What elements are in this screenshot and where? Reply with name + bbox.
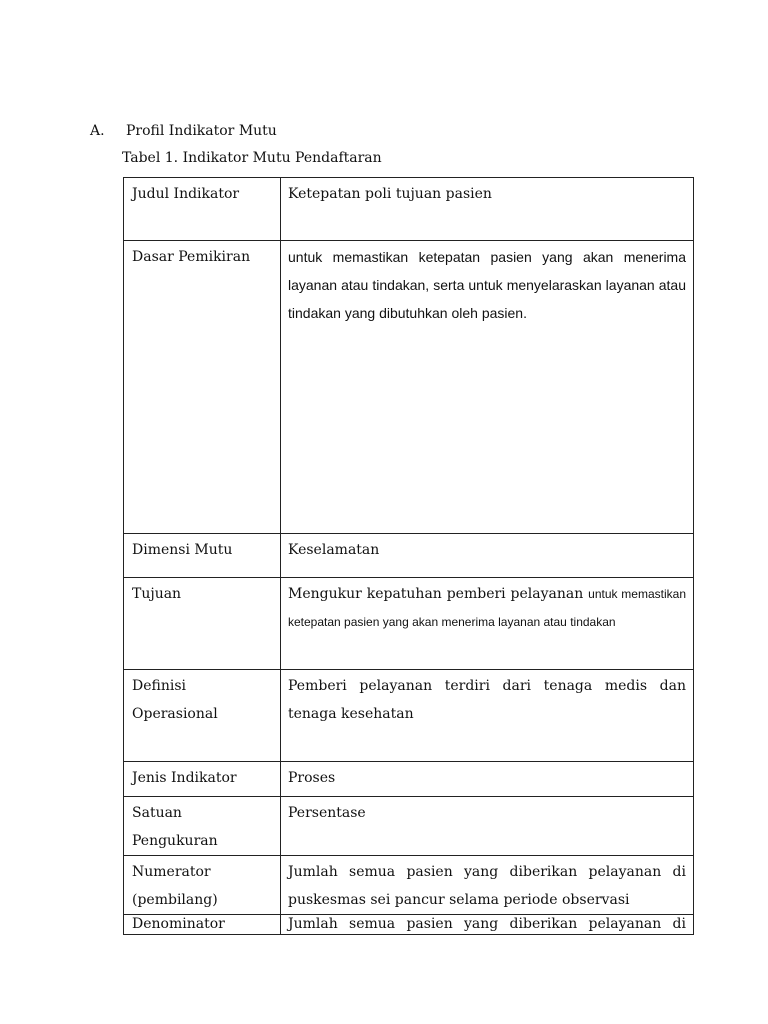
label-line: Pengukuran	[132, 833, 218, 849]
label-line: Operasional	[132, 706, 218, 722]
row-label-jenis-indikator: Jenis Indikator	[124, 762, 281, 797]
label-line: (pembilang)	[132, 892, 218, 908]
table-row-judul-indikator	[124, 178, 694, 241]
row-value-tujuan	[281, 578, 694, 670]
row-value-judul-indikator: Ketepatan poli tujuan pasien	[281, 178, 694, 241]
table-caption: Tabel 1. Indikator Mutu Pendaftaran	[122, 150, 382, 166]
tujuan-detail-text: untuk memastikan ketepatan pasien yang akan menerima layanan atau tindakan	[288, 587, 686, 629]
row-value-denominator: Jumlah semua pasien yang diberikan pelayanan di	[281, 915, 694, 935]
row-label-numerator	[124, 856, 281, 915]
row-label-denominator: Denominator	[124, 915, 281, 935]
row-value-numerator: Jumlah semua pasien yang diberikan pelayanan di puskesmas sei pancur selama periode observasi	[281, 856, 694, 915]
label-line: Satuan	[132, 805, 182, 821]
table-row-jenis-indikator	[124, 762, 694, 797]
row-label-satuan-pengukuran	[124, 797, 281, 856]
row-value-definisi-operasional: Pemberi pelayanan terdiri dari tenaga medis dan tenaga kesehatan	[281, 670, 694, 762]
row-value-satuan-pengukuran: Persentase	[281, 797, 694, 856]
label-line: Numerator	[132, 864, 211, 880]
table-row-satuan-pengukuran	[124, 797, 694, 856]
table-row-dasar-pemikiran	[124, 241, 694, 534]
section-title: Profil Indikator Mutu	[126, 123, 277, 139]
table-row-dimensi-mutu	[124, 534, 694, 578]
table-row-definisi-operasional	[124, 670, 694, 762]
row-value-dasar-pemikiran: untuk memastikan ketepatan pasien yang akan menerima layanan atau tindakan, serta untuk menyelaraskan layanan atau tindakan yang dibutuhkan oleh pasien.	[281, 241, 694, 534]
section-heading	[90, 122, 277, 140]
tujuan-main-text: Mengukur kepatuhan pemberi pelayanan	[288, 586, 584, 602]
row-value-jenis-indikator: Proses	[281, 762, 694, 797]
section-letter: A.	[90, 123, 105, 139]
table-row-numerator	[124, 856, 694, 915]
row-label-dimensi-mutu: Dimensi Mutu	[124, 534, 281, 578]
table-row-tujuan	[124, 578, 694, 670]
table-row-denominator	[124, 915, 694, 935]
indicator-table	[123, 177, 694, 935]
row-label-definisi-operasional	[124, 670, 281, 762]
label-line: Definisi	[132, 678, 187, 694]
row-value-dimensi-mutu: Keselamatan	[281, 534, 694, 578]
row-label-tujuan: Tujuan	[124, 578, 281, 670]
row-label-dasar-pemikiran: Dasar Pemikiran	[124, 241, 281, 534]
row-label-judul-indikator: Judul Indikator	[124, 178, 281, 241]
